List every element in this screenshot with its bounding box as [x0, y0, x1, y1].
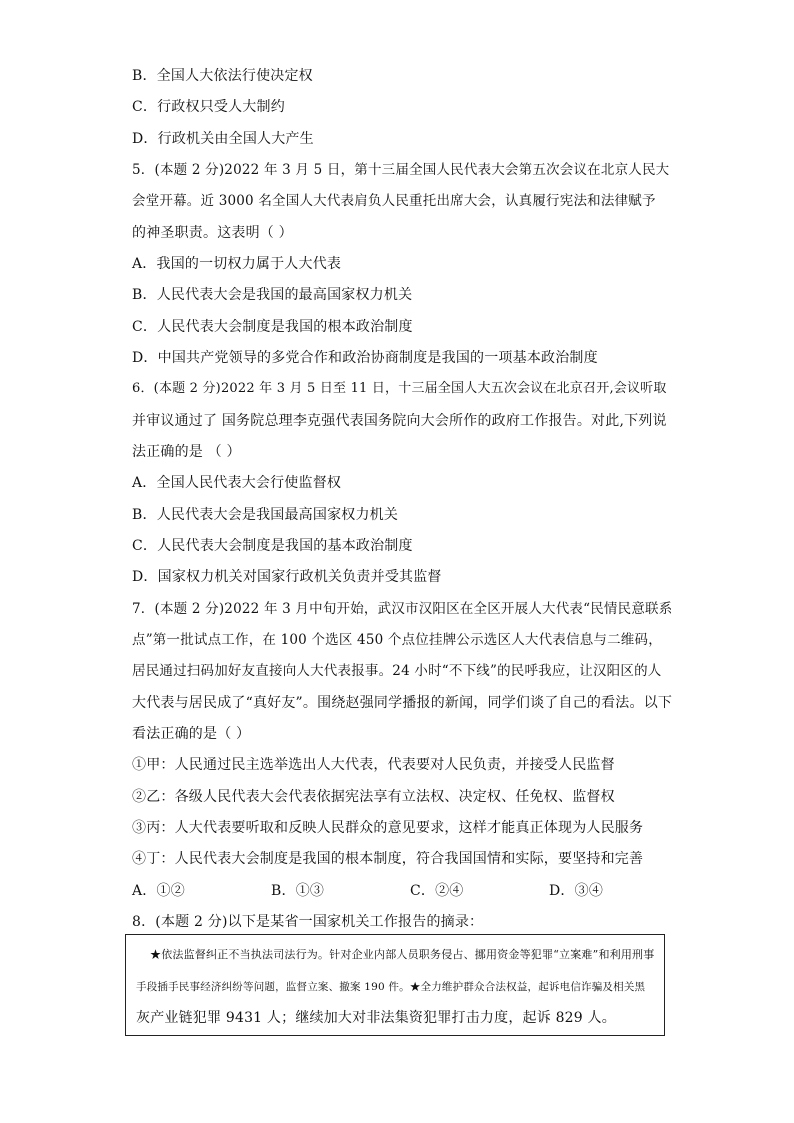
- q4-option-b: B．全国人大依法行使决定权: [132, 68, 313, 84]
- q5-option-a: A．我国的一切权力属于人大代表: [132, 256, 342, 272]
- q7-option-d: D．③④: [549, 883, 604, 899]
- q8-excerpt-line-2: 手段插手民事经济纠纷等问题，监督立案、撤案 190 件。★全力维护群众合法权益，起诉电信诈骗及相关黑: [136, 981, 646, 993]
- q6-option-c: C．人民代表大会制度是我国的基本政治制度: [132, 538, 413, 554]
- q5-stem-line-1: 5．(本题 2 分)2022 年 3 月 5 日，第十三届全国人民代表大会第五次会议在北京人民大: [132, 162, 670, 178]
- q7-option-a: A．①②: [132, 883, 185, 899]
- q8-stem: 8．(本题 2 分)以下是某省一国家机关工作报告的摘录：: [132, 914, 484, 930]
- q7-statement-1: ①甲：人民通过民主选举选出人大代表，代表要对人民负责，并接受人民监督: [132, 757, 615, 773]
- q6-option-a: A．全国人民代表大会行使监督权: [132, 475, 342, 491]
- q5-stem-line-2: 会堂开幕。近 3000 名全国人大代表肩负人民重托出席大会，认真履行宪法和法律赋予: [132, 193, 656, 209]
- q6-option-b: B．人民代表大会是我国最高国家权力机关: [132, 507, 399, 523]
- q5-option-b: B．人民代表大会是我国的最高国家权力机关: [132, 287, 413, 303]
- q6-stem-line-3: 法正确的是 （ ）: [132, 444, 241, 460]
- q5-option-d: D．中国共产党领导的多党合作和政治协商制度是我国的一项基本政治制度: [132, 350, 598, 366]
- q8-excerpt-line-1: ★依法监督纠正不当执法司法行为。针对企业内部人员职务侵占、挪用资金等犯罪“立案难”和利用刑事: [150, 948, 655, 961]
- q8-excerpt-line-3: 灰产业链犯罪 9431 人；继续加大对非法集资犯罪打击力度，起诉 829 人。: [136, 1010, 616, 1026]
- q7-statement-4: ④丁：人民代表大会制度是我国的根本制度，符合我国国情和实际，要坚持和完善: [132, 851, 644, 867]
- q7-options-row: [132, 882, 672, 900]
- q4-option-c: C．行政权只受人大制约: [132, 99, 285, 115]
- q7-option-c: C．②④: [410, 883, 464, 899]
- q7-stem-line-3: 居民通过扫码加好友直接向人大代表报事。24 小时“不下线”的民呼我应，让汉阳区的人: [132, 663, 662, 679]
- q5-stem-line-3: 的神圣职责。这表明（ ）: [132, 225, 293, 241]
- q7-statement-3: ③丙：人大代表要听取和反映人民群众的意见要求，这样才能真正体现为人民服务: [132, 820, 644, 836]
- q7-stem-line-4: 大代表与居民成了“真好友”。围绕赵强同学播报的新闻，同学们谈了自己的看法。以下: [132, 695, 673, 711]
- q6-stem-line-2: 并审议通过了 国务院总理李克强代表国务院向大会所作的政府工作报告。对此,下列说: [132, 413, 667, 429]
- q7-stem-line-2: 点”第一批试点工作，在 100 个选区 450 个点位挂牌公示选区人大代表信息与二维码，: [132, 632, 662, 648]
- q7-statement-2: ②乙：各级人民代表大会代表依据宪法享有立法权、决定权、任免权、监督权: [132, 789, 615, 805]
- q6-option-d: D．国家权力机关对国家行政机关负责并受其监督: [132, 569, 442, 585]
- q7-stem-line-1: 7．(本题 2 分)2022 年 3 月中旬开始，武汉市汉阳区在全区开展人大代表“民情民意联系: [132, 601, 673, 617]
- q8-excerpt-box: [125, 934, 665, 1036]
- q7-stem-line-5: 看法正确的是（ ）: [132, 726, 251, 742]
- q7-option-b: B．①③: [271, 883, 325, 899]
- q4-option-d: D．行政机关由全国人大产生: [132, 131, 314, 147]
- q6-stem-line-1: 6．(本题 2 分)2022 年 3 月 5 日至 11 日，十三届全国人大五次会议在北京召开,会议听取: [132, 381, 667, 396]
- q5-option-c: C．人民代表大会制度是我国的根本政治制度: [132, 319, 413, 335]
